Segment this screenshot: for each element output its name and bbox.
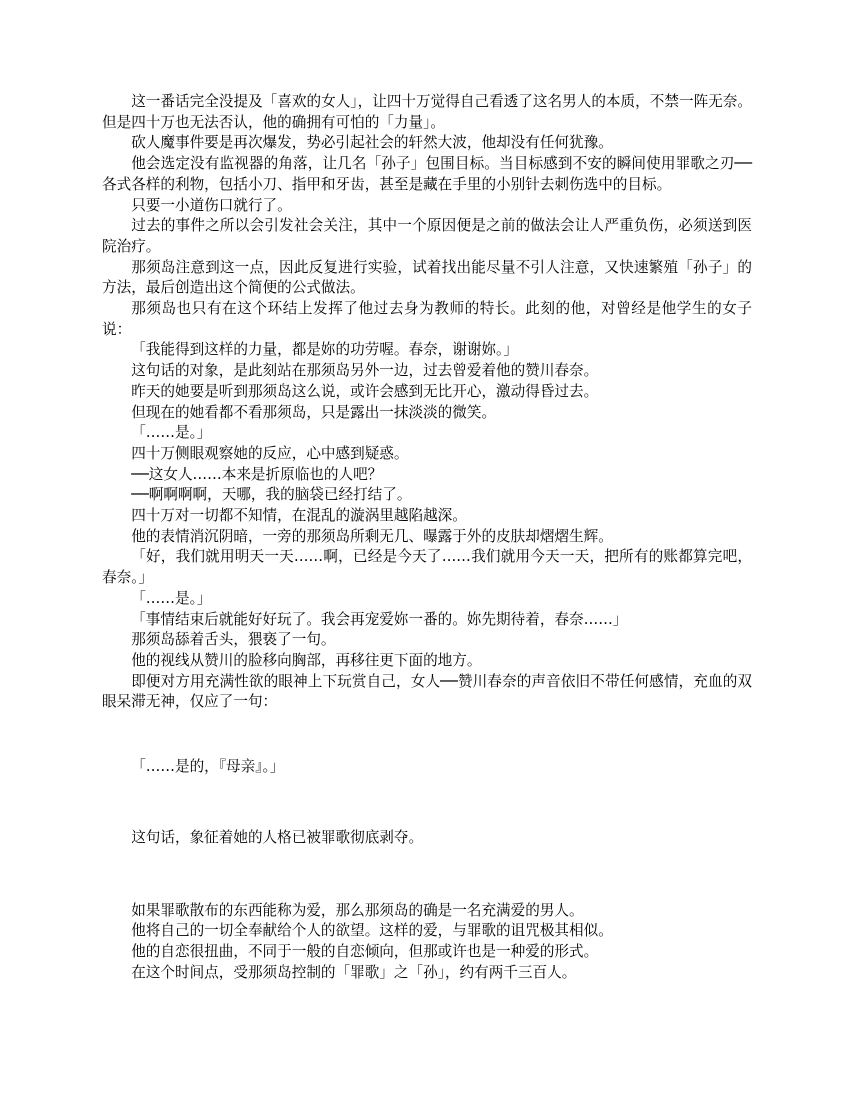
paragraph: 「好，我们就用明天一天……啊，已经是今天了……我们就用今天一天，把所有的账都算完吧，春奈。」 <box>102 548 752 587</box>
paragraph: 他将自己的一切全奉献给个人的欲望。这样的爱，与罪歌的诅咒极其相似。 <box>131 922 613 940</box>
paragraph: 「我能得到这样的力量，都是妳的功劳喔。春奈，谢谢妳。」 <box>131 341 518 359</box>
paragraph: 如果罪歌散布的东西能称为爱，那么那须岛的确是一名充满爱的男人。 <box>131 901 584 919</box>
paragraph: 他的视线从赞川的脸移向胸部，再移往更下面的地方。 <box>131 651 482 669</box>
paragraph: 四十万对一切都不知情，在混乱的漩涡里越陷越深。 <box>131 507 467 525</box>
novel-page <box>102 92 752 983</box>
scene-spacer <box>102 713 752 757</box>
paragraph: 这句话的对象，是此刻站在那须岛另外一边，过去曾爱着他的赞川春奈。 <box>131 362 599 380</box>
paragraph: 他的自恋很扭曲，不同于一般的自恋倾向，但那或许也是一种爱的形式。 <box>131 942 599 960</box>
scene-spacer <box>102 849 752 901</box>
paragraph-symbol: 这句话，象征着她的人格已被罪歌彻底剥夺。 <box>131 828 424 846</box>
paragraph: 但现在的她看都不看那须岛，只是露出一抹淡淡的微笑。 <box>131 403 497 421</box>
scene-spacer <box>102 778 752 828</box>
paragraph: 即便对方用充满性欲的眼神上下玩赏自己，女人──赞川春奈的声音依旧不带任何感情，充血的双眼呆滞无神，仅应了一句： <box>102 672 752 711</box>
paragraph: 那须岛舔着舌头，猥亵了一句。 <box>131 631 336 649</box>
paragraph: 「事情结束后就能好好玩了。我会再宠爱妳一番的。妳先期待着，春奈……」 <box>131 610 628 628</box>
paragraph: 那须岛也只有在这个环结上发挥了他过去身为教师的特长。此刻的他，对曾经是他学生的女子说： <box>102 300 752 338</box>
paragraph: 在这个时间点，受那须岛控制的「罪歌」之「孙」，约有两千三百人。 <box>131 963 577 981</box>
paragraph: 这一番话完全没提及「喜欢的女人」，让四十万觉得自己看透了这名男人的本质，不禁一阵无奈。但是四十万也无法否认，他的确拥有可怕的「力量」。 <box>102 93 752 131</box>
paragraph: 他会选定没有监视器的角落，让几名「孙子」包围目标。当目标感到不安的瞬间使用罪歌之刃──各式各样的利物，包括小刀、指甲和牙齿，甚至是藏在手里的小别针去刺伤选中的目标。 <box>102 155 752 193</box>
paragraph: 过去的事件之所以会引发社会关注，其中一个原因便是之前的做法会让人严重负伤，必须送到医院治疗。 <box>102 217 752 255</box>
dialogue-line-mother: 「……是的，『母亲』。」 <box>131 758 285 776</box>
paragraph: 他的表情消沉阴暗，一旁的那须岛所剩无几、曝露于外的皮肤却熠熠生辉。 <box>131 527 613 545</box>
paragraph: 「……是。」 <box>131 589 212 607</box>
paragraph: 四十万侧眼观察她的反应，心中感到疑惑。 <box>131 444 409 462</box>
paragraph: 「……是。」 <box>131 424 212 442</box>
paragraph: ──这女人……本来是折原临也的人吧？ <box>131 465 383 483</box>
paragraph: 砍人魔事件要是再次爆发，势必引起社会的轩然大波，他却没有任何犹豫。 <box>131 134 613 152</box>
paragraph: 昨天的她要是听到那须岛这么说，或许会感到无比开心，激动得昏过去。 <box>131 382 599 400</box>
paragraph: 只要一小道伤口就行了。 <box>131 196 292 214</box>
paragraph: ──啊啊啊啊，天哪，我的脑袋已经打结了。 <box>131 486 412 504</box>
paragraph: 那须岛注意到这一点，因此反复进行实验，试着找出能尽量不引人注意，又快速繁殖「孙子」的方法，最后创造出这个简便的公式做法。 <box>102 258 752 297</box>
